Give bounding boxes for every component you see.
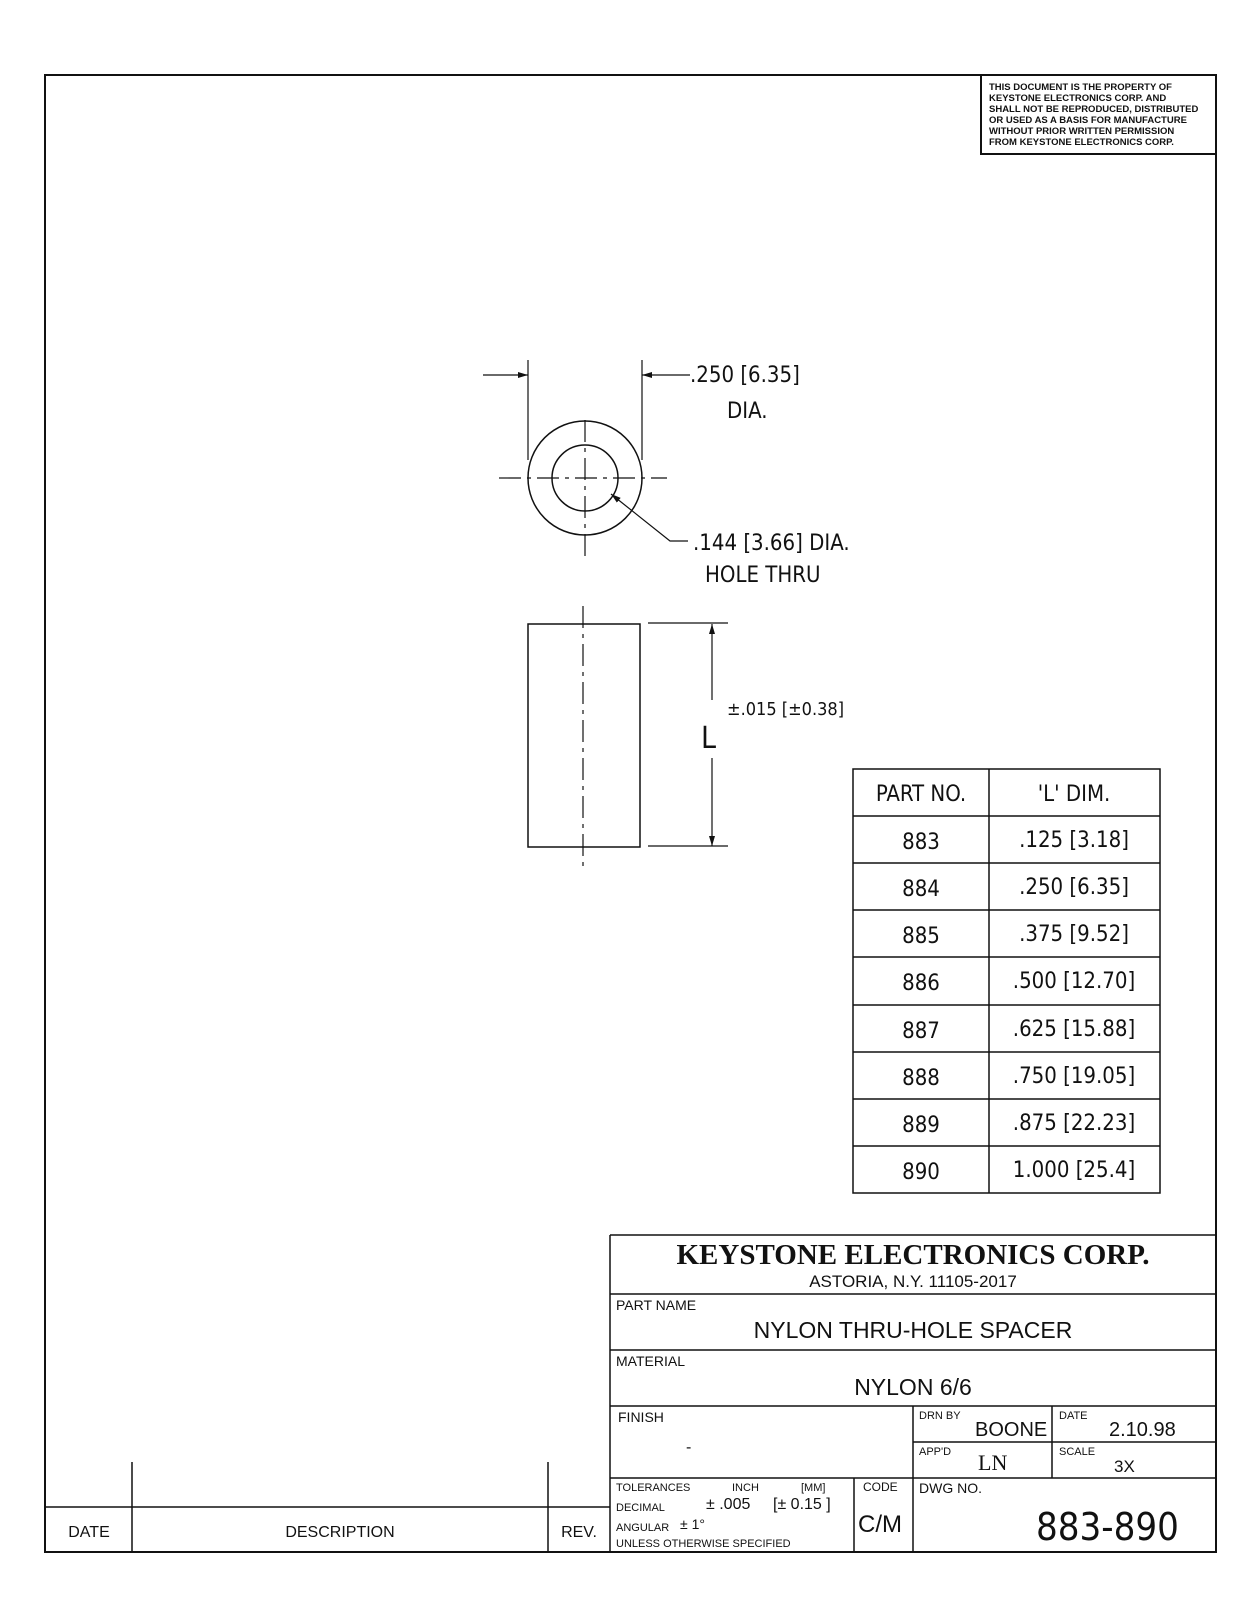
table-cell-part: 887: [902, 1019, 940, 1044]
angular-value: ± 1°: [680, 1516, 705, 1532]
table-cell-part: 884: [902, 877, 940, 902]
table-cell-dim: 1.000 [25.4]: [1012, 1158, 1136, 1183]
finish-label: FINISH: [618, 1409, 664, 1425]
table-cell-dim: .375 [9.52]: [1019, 922, 1129, 947]
hole-thru-label: HOLE THRU: [705, 563, 821, 588]
revision-description-label: DESCRIPTION: [285, 1524, 395, 1541]
table-cell-dim: .875 [22.23]: [1012, 1111, 1136, 1136]
revision-date-label: DATE: [68, 1524, 110, 1541]
table-cell-part: 889: [902, 1113, 940, 1138]
dwg-no-label: DWG NO.: [919, 1480, 982, 1496]
decimal-inch-value: ± .005: [706, 1496, 751, 1513]
drn-by-value: BOONE: [975, 1419, 1048, 1441]
property-notice: [981, 75, 1216, 154]
notice-line: KEYSTONE ELECTRONICS CORP. AND: [989, 93, 1167, 104]
notice-line: WITHOUT PRIOR WRITTEN PERMISSION: [989, 126, 1175, 137]
scale-value: 3X: [1114, 1457, 1135, 1476]
code-label: CODE: [863, 1480, 898, 1494]
table-cell-part: 883: [902, 830, 940, 855]
inch-label: INCH: [732, 1482, 759, 1494]
code-value: C/M: [858, 1511, 902, 1538]
angular-label: ANGULAR: [616, 1522, 670, 1534]
length-tolerance: ±.015 [±0.38]: [727, 699, 845, 720]
appd-value: LN: [978, 1450, 1008, 1475]
table-header-part: PART NO.: [875, 782, 967, 807]
outer-dia-label: .250 [6.35]: [690, 363, 800, 388]
tolerances-label: TOLERANCES: [616, 1482, 691, 1494]
table-cell-part: 890: [902, 1160, 940, 1185]
notice-line: SHALL NOT BE REPRODUCED, DISTRIBUTED: [989, 104, 1199, 115]
part-name-label: PART NAME: [616, 1297, 697, 1313]
side-view: [528, 606, 728, 866]
finish-value: -: [686, 1439, 692, 1456]
date-label: DATE: [1059, 1410, 1088, 1422]
outer-dia-label-suffix: DIA.: [727, 399, 768, 424]
revision-rev-label: REV.: [561, 1524, 597, 1541]
part-table: [853, 769, 1160, 1193]
hole-dia-label: .144 [3.66] DIA.: [693, 531, 850, 556]
decimal-mm-value: [± 0.15 ]: [773, 1496, 831, 1513]
length-symbol: L: [701, 721, 717, 756]
table-cell-dim: .500 [12.70]: [1012, 969, 1136, 994]
company-address: ASTORIA, N.Y. 11105-2017: [809, 1272, 1017, 1291]
notice-line: FROM KEYSTONE ELECTRONICS CORP.: [989, 137, 1174, 148]
table-cell-part: 888: [902, 1066, 940, 1091]
material-value: NYLON 6/6: [854, 1374, 972, 1400]
material-label: MATERIAL: [616, 1353, 685, 1369]
scale-label: SCALE: [1059, 1446, 1096, 1458]
drn-by-label: DRN BY: [919, 1410, 961, 1422]
table-cell-dim: .750 [19.05]: [1012, 1064, 1136, 1089]
spacer-body: [528, 624, 640, 847]
table-cell-part: 885: [902, 924, 940, 949]
decimal-label: DECIMAL: [616, 1502, 665, 1514]
mm-label: [MM]: [801, 1482, 826, 1494]
part-name-value: NYLON THRU-HOLE SPACER: [753, 1317, 1073, 1343]
table-cell-dim: .250 [6.35]: [1019, 875, 1129, 900]
top-view: [483, 360, 690, 562]
company-name: KEYSTONE ELECTRONICS CORP.: [676, 1239, 1150, 1271]
table-cell-dim: .125 [3.18]: [1019, 828, 1129, 853]
table-cell-part: 886: [902, 971, 940, 996]
hole-leader: [611, 494, 688, 541]
table-cell-dim: .625 [15.88]: [1012, 1017, 1136, 1042]
notice-line: OR USED AS A BASIS FOR MANUFACTURE: [989, 115, 1187, 126]
date-value: 2.10.98: [1109, 1419, 1176, 1441]
table-header-dim: 'L' DIM.: [1037, 782, 1111, 807]
notice-line: THIS DOCUMENT IS THE PROPERTY OF: [989, 82, 1172, 93]
unless-specified-label: UNLESS OTHERWISE SPECIFIED: [616, 1538, 791, 1550]
appd-label: APP'D: [919, 1446, 952, 1458]
dwg-no-value: 883-890: [1036, 1505, 1179, 1549]
